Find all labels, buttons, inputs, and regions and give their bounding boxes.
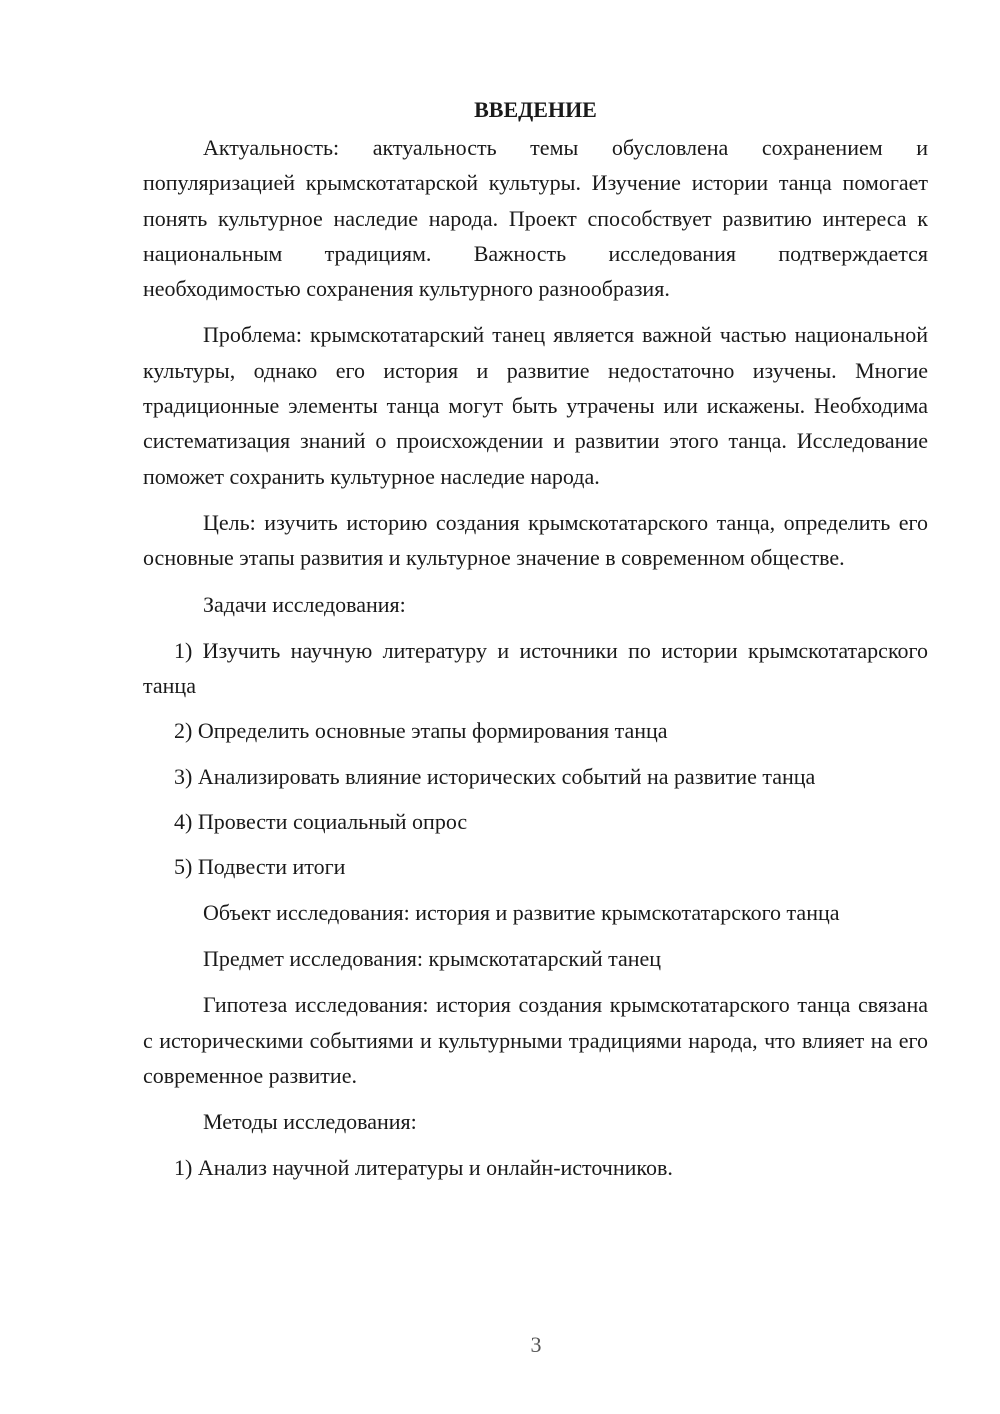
task-item: 5) Подвести итоги bbox=[174, 854, 346, 880]
task-item: 3) Анализировать влияние исторических событий на развитие танца bbox=[174, 763, 816, 789]
hypothesis-paragraph: Гипотеза исследования: история создания крымскотатарского танца связана с историческими событиями и культурными традициями народа, что влияет на его современное развитие. bbox=[143, 992, 928, 1088]
task-item: 2) Определить основные этапы формирования танца bbox=[174, 718, 668, 744]
section-heading: ВВЕДЕНИЕ bbox=[474, 97, 597, 122]
object-paragraph: Объект исследования: история и развитие крымскотатарского танца bbox=[203, 899, 840, 925]
page-content bbox=[143, 92, 928, 1196]
page-number: 3 bbox=[530, 1332, 542, 1357]
goal-paragraph: Цель: изучить историю создания крымскотатарского танца, определить его основные этапы развития и культурное значение в современном обществе. bbox=[143, 509, 928, 571]
subject-paragraph: Предмет исследования: крымскотатарский танец bbox=[203, 945, 662, 971]
task-item: 1) Изучить научную литературу и источники по истории крымскотатарского танца bbox=[143, 637, 928, 699]
method-item: 1) Анализ научной литературы и онлайн-источников. bbox=[174, 1155, 673, 1181]
methods-title: Методы исследования: bbox=[203, 1109, 417, 1135]
task-item: 4) Провести социальный опрос bbox=[174, 809, 468, 835]
problem-paragraph: Проблема: крымскотатарский танец является важной частью национальной культуры, однако его история и развитие недостаточно изучены. Многие традиционные элементы танца могут быть утрачены или искажены. Необходима систематизация знаний о происхождении и развитии этого танца. Исследование поможет сохранить культурное наследие народа. bbox=[143, 322, 928, 489]
tasks-title: Задачи исследования: bbox=[203, 591, 406, 617]
relevance-paragraph: Актуальность: актуальность темы обусловлена сохранением и популяризацией крымскотатарской культуры. Изучение истории танца помогает понять культурное наследие народа. Проект способствует развитию интереса к национальным традициям. Важность исследования подтверждается необходимостью сохранения культурного разнообразия. bbox=[143, 135, 928, 302]
